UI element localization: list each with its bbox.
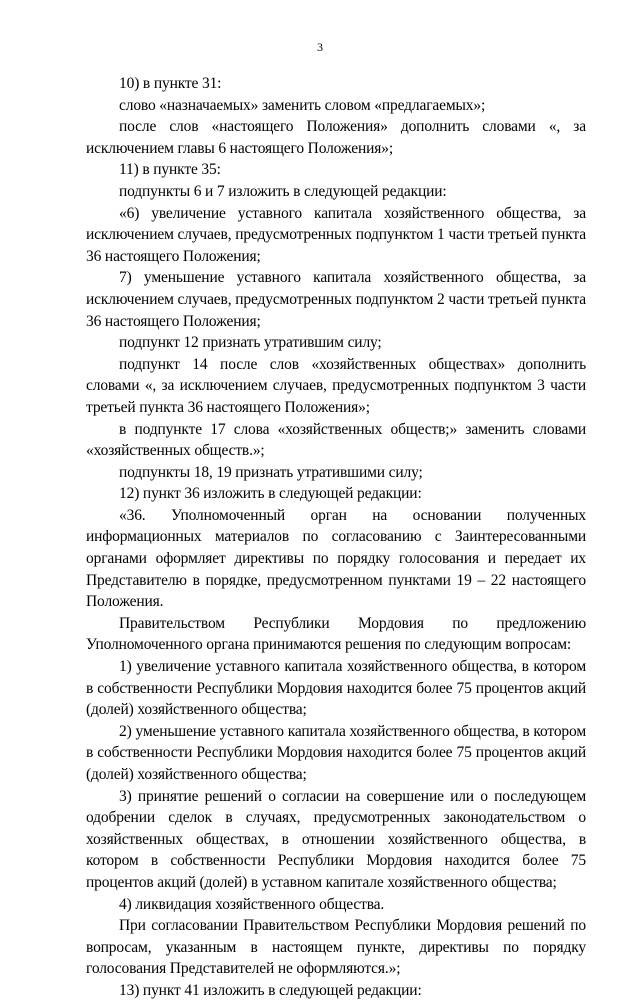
paragraph-decision-2: 2) уменьшение уставного капитала хозяйственного общества, в котором в собственности Республики Мордовия находится более 75 процентов акций (долей) хозяйственного общества; [86, 722, 586, 783]
paragraph-government-decisions: Правительством Республики Мордовия по предложению Уполномоченного органа принимаются решения по следующим вопросам: [86, 614, 586, 654]
paragraph-item-10-point-31: 10) в пункте 31: [119, 75, 222, 92]
paragraph-subpoint-12-repeal: подпункт 12 признать утратившим силу; [119, 334, 382, 352]
paragraph-point-36-text: «36. Уполномоченный орган на основании полученных информационных материалов по согласованию с Заинтересованными органами оформляет директивы по порядку голосования и передает их Представителю в порядке, предусмотренном пунктами 19 – 22 настоящего Положения. [86, 506, 586, 611]
document-body [86, 73, 586, 1002]
paragraph-decision-1: 1) увеличение уставного капитала хозяйственного общества, в котором в собственности Республики Мордовия находится более 75 процентов акций (долей) хозяйственного общества; [86, 658, 586, 719]
paragraph-subpoints-18-19-repeal: подпункты 18, 19 признать утратившими силу; [119, 463, 423, 481]
paragraph-decision-3: 3) принятие решений о согласии на совершение или о последующем одобрении сделок в случаях, предусмотренных законодательством о хозяйственных обществах, в отношении хозяйственного общества, в котором в собственности Республики Мордовия находится более 75 процентов акций (долей) в уставном капитале хозяйственного общества; [86, 787, 586, 891]
paragraph-subpoint-17-replace: в подпункте 17 слова «хозяйственных обществ;» заменить словами «хозяйственных обществ.»; [86, 420, 586, 460]
paragraph-subpoints-6-7: подпункты 6 и 7 изложить в следующей редакции: [119, 182, 447, 200]
paragraph-replace-word: слово «назначаемых» заменить словом «предлагаемых»; [119, 96, 486, 114]
paragraph-subpoint-14-addition: подпункт 14 после слов «хозяйственных обществах» дополнить словами «, за исключением случаев, предусмотренных подпунктом 3 части третьей пункта 36 настоящего Положения»; [86, 355, 586, 416]
paragraph-subpoint-6-text: «6) увеличение уставного капитала хозяйственного общества, за исключением случаев, предусмотренных подпунктом 1 части третьей пункта 36 настоящего Положения; [86, 204, 586, 265]
page-number: 3 [317, 40, 323, 54]
paragraph-subpoint-7-text: 7) уменьшение уставного капитала хозяйственного общества, за исключением случаев, предусмотренных подпунктом 2 части третьей пункта 36 настоящего Положения; [86, 269, 586, 330]
paragraph-add-words: после слов «настоящего Положения» дополнить словами «, за исключением главы 6 настоящего Положения»; [86, 118, 586, 157]
paragraph-item-13-point-41: 13) пункт 41 изложить в следующей редакции: [119, 981, 422, 999]
paragraph-item-11-point-35: 11) в пункте 35: [119, 161, 221, 179]
paragraph-directives-note: При согласовании Правительством Республики Мордовия решений по вопросам, указанным в настоящем пункте, директивы по порядку голосования Представителей не оформляются.»; [86, 917, 586, 978]
paragraph-item-12-point-36: 12) пункт 36 изложить в следующей редакции: [119, 485, 422, 503]
paragraph-decision-4: 4) ликвидация хозяйственного общества. [119, 895, 385, 913]
